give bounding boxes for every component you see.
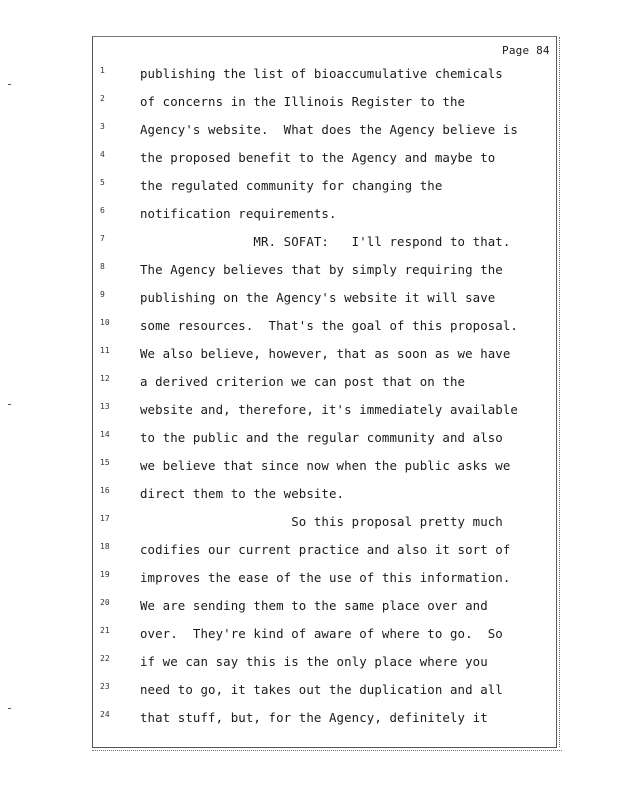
line-text: So this proposal pretty much [140,514,503,529]
line-text: of concerns in the Illinois Register to the [140,94,466,109]
line-text: website and, therefore, it's immediately available [140,402,518,417]
line-text: over. They're kind of aware of where to go. So [140,626,503,641]
line-text: some resources. That's the goal of this proposal. [140,318,518,333]
line-text: direct them to the website. [140,486,345,501]
line-text: we believe that since now when the public asks we [140,458,511,473]
line-number: 11 [100,346,110,355]
line-number: 4 [100,150,105,159]
line-number: 6 [100,206,105,215]
line-text: that stuff, but, for the Agency, definitely it [140,710,488,725]
line-text: the proposed benefit to the Agency and maybe to [140,150,496,165]
scan-edge-mark [8,404,11,405]
line-number: 23 [100,682,110,691]
line-number: 12 [100,374,110,383]
line-number: 2 [100,94,105,103]
line-text: the regulated community for changing the [140,178,443,193]
scan-edge-mark [8,708,11,709]
line-text: Agency's website. What does the Agency believe is [140,122,518,137]
line-text: notification requirements. [140,206,337,221]
line-number: 1 [100,66,105,75]
line-text: publishing the list of bioaccumulative chemicals [140,66,503,81]
line-text: a derived criterion we can post that on the [140,374,466,389]
line-text: to the public and the regular community and also [140,430,503,445]
line-text: improves the ease of the use of this information. [140,570,511,585]
page-number: Page 84 [502,44,550,57]
line-number: 24 [100,710,110,719]
line-number: 16 [100,486,110,495]
line-number: 13 [100,402,110,411]
line-text: need to go, it takes out the duplication and all [140,682,503,697]
line-number: 18 [100,542,110,551]
line-number: 10 [100,318,110,327]
line-text: We are sending them to the same place over and [140,598,488,613]
line-number: 7 [100,234,105,243]
line-number: 19 [100,570,110,579]
line-text: We also believe, however, that as soon as we have [140,346,511,361]
scan-edge-mark [8,84,11,85]
line-text: The Agency believes that by simply requiring the [140,262,503,277]
line-text: publishing on the Agency's website it will save [140,290,496,305]
line-number: 17 [100,514,110,523]
line-text: if we can say this is the only place where you [140,654,488,669]
bottom-divider [92,750,562,751]
line-number: 20 [100,598,110,607]
line-number: 21 [100,626,110,635]
line-number: 15 [100,458,110,467]
line-number: 5 [100,178,105,187]
line-number: 8 [100,262,105,271]
transcript-page-frame [92,36,557,748]
line-number: 3 [100,122,105,131]
line-text: codifies our current practice and also it sort of [140,542,511,557]
line-number: 9 [100,290,105,299]
line-number: 22 [100,654,110,663]
line-text: MR. SOFAT: I'll respond to that. [140,234,511,249]
line-number: 14 [100,430,110,439]
